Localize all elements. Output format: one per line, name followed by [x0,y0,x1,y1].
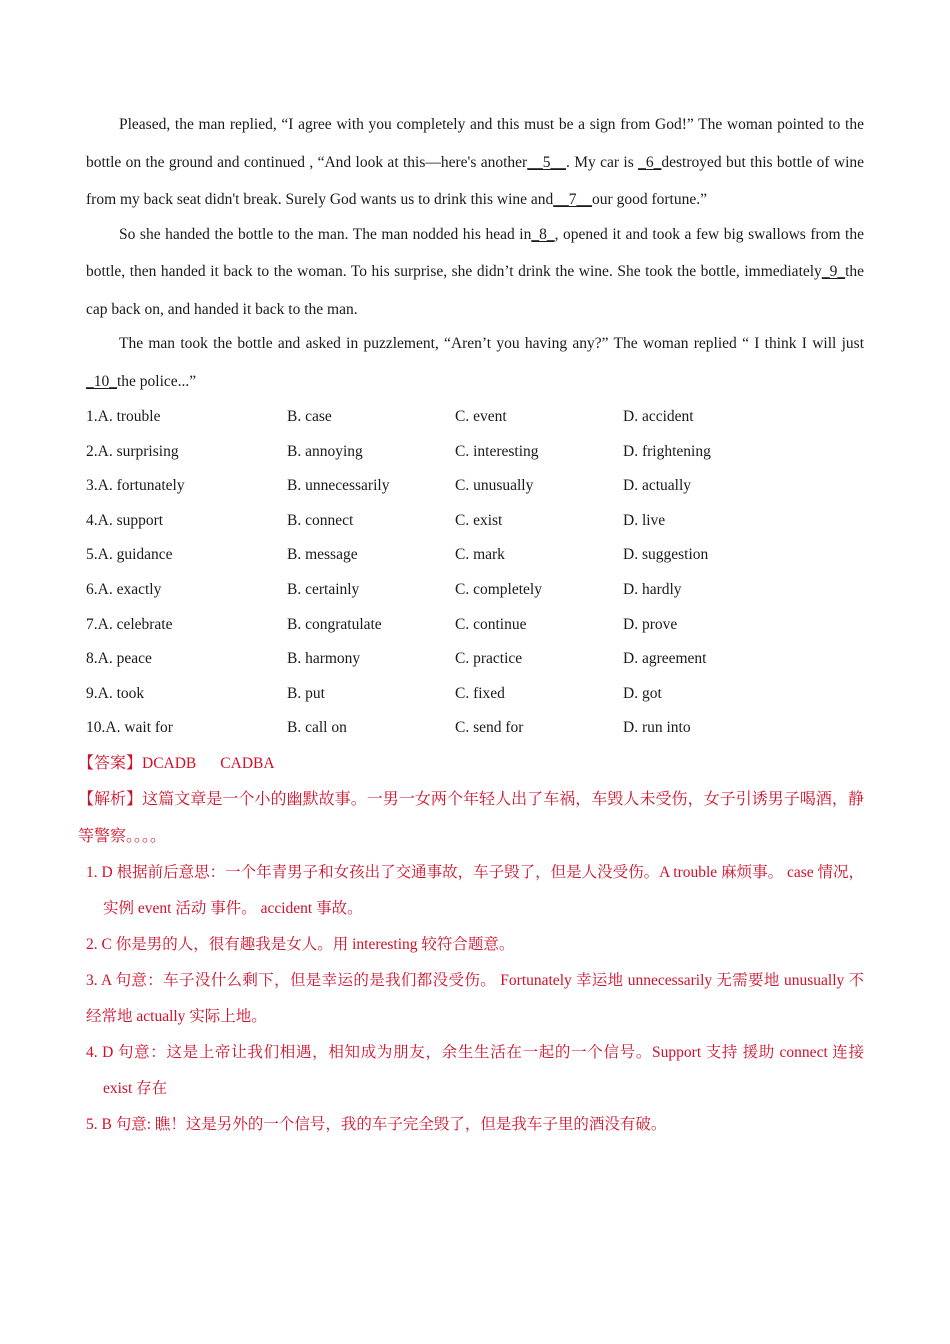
option-c: C. unusually [455,477,534,495]
option-b: B. put [287,684,325,702]
option-d: D. hardly [623,580,682,598]
blank-6: _6_ [638,153,662,171]
option-row [86,677,864,712]
option-c: C. continue [455,615,527,633]
blank-5: __5__ [527,153,566,171]
passage-text: our good fortune.” [592,191,707,208]
passage-text: , opened it and took a few big swallows from the bottle, then handed it back to the woman. To his surprise, she didn’t drink the wine. She took the bottle, immediately [86,225,864,280]
option-b: B. certainly [287,580,360,598]
option-a: 3.A. fortunately [86,477,185,495]
passage-paragraph-1 [86,106,864,219]
option-d: D. suggestion [623,546,709,564]
option-row [86,608,864,643]
option-row [86,711,864,746]
answer-part-2: CADBA [220,754,275,772]
option-c: C. send for [455,719,524,737]
analysis-label: 【解析】 [78,788,143,808]
blank-10: _10_ [86,372,117,390]
option-row [86,400,864,435]
passage-text: the police...” [117,372,197,390]
option-d: D. actually [623,477,692,495]
analysis-text: 这篇文章是一个小的幽默故事。一男一女两个年轻人出了车祸，车毁人未受伤，女子引诱男子喝酒，静等警察。。。。 [78,788,864,845]
option-d: D. got [623,684,662,702]
explanations-list [86,855,864,1143]
option-a: 10.A. wait for [86,719,173,737]
explanation-item: 3. A 句意：车子没什么剩下，但是幸运的是我们都没受伤。 Fortunately 幸运地 unnecessarily 无需要地 unusually 不经常地 actually 实际上地。 [86,971,864,1025]
document-page [78,106,864,1143]
answer-label: 【答案】 [78,752,143,772]
option-a: 8.A. peace [86,650,152,668]
option-a: 1.A. trouble [86,408,161,425]
option-row [86,642,864,677]
passage-text: the cap back on, and handed it back to the man. [86,263,864,318]
option-row [86,435,864,470]
option-row [86,573,864,608]
option-a: 4.A. support [86,511,164,529]
answer-key [78,746,864,781]
option-b: B. congratulate [287,615,382,633]
option-b: B. call on [287,719,347,737]
options-list [86,400,864,746]
passage-text: So she handed the bottle to the man. The man nodded his head in [119,225,532,243]
option-row [86,538,864,573]
explanation-item: 1. D 根据前后意思：一个年青男子和女孩出了交通事故，车子毁了，但是人没受伤。A trouble 麻烦事。 case 情况，实例 event 活动 事件。 accident 事故。 [86,863,864,917]
explanation-item: 5. B 句意: 瞧！这是另外的一个信号，我的车子完全毁了，但是我车子里的酒没有破。 [86,1115,667,1133]
option-a: 7.A. celebrate [86,615,173,633]
option-b: B. connect [287,511,354,529]
passage-text: . My car is [565,153,639,171]
option-d: D. run into [623,719,691,737]
passage-text: destroyed but this bottle of wine from my back seat didn't break. Surely God wants us to drink this wine and [86,153,864,208]
option-c: C. mark [455,546,505,564]
blank-7: __7__ [553,191,593,208]
option-a: 2.A. surprising [86,442,179,460]
option-a: 9.A. took [86,684,145,702]
answer-part-1: DCADB [142,754,197,772]
option-a: 6.A. exactly [86,580,162,598]
option-d: D. agreement [623,650,707,668]
option-b: B. annoying [287,442,363,460]
option-row [86,504,864,539]
passage-text: Pleased, the man replied, “I agree with you completely and this must be a sign from God!” The woman pointed to the bottle on the ground and continued , “And look at this—here's another [86,116,864,171]
option-d: D. accident [623,408,694,425]
option-c: C. event [455,408,507,425]
option-c: C. exist [455,511,503,529]
option-c: C. practice [455,650,523,668]
option-d: D. frightening [623,442,711,460]
explanation-item: 4. D 句意：这是上帝让我们相遇，相知成为朋友，余生生活在一起的一个信号。Support 支持 援助 connect 连接 exist 存在 [86,1043,864,1097]
passage-paragraph-2 [86,216,864,329]
option-c: C. fixed [455,684,505,702]
option-c: C. interesting [455,442,539,460]
passage-paragraph-3 [86,325,864,400]
option-d: D. live [623,511,666,529]
option-row [86,469,864,504]
option-b: B. message [287,546,358,564]
option-b: B. harmony [287,650,361,668]
option-a: 5.A. guidance [86,546,173,564]
option-d: D. prove [623,615,678,633]
blank-8: _8_ [531,225,555,243]
option-b: B. unnecessarily [287,477,390,495]
passage-text: The man took the bottle and asked in puzzlement, “Aren’t you having any?” The woman replied “ I think I will just [119,335,864,352]
analysis-paragraph [78,781,864,855]
explanation-item: 2. C 你是男的人，很有趣我是女人。用 interesting 较符合题意。 [86,935,515,953]
option-b: B. case [287,408,332,425]
option-c: C. completely [455,580,542,598]
blank-9: _9_ [821,263,846,280]
